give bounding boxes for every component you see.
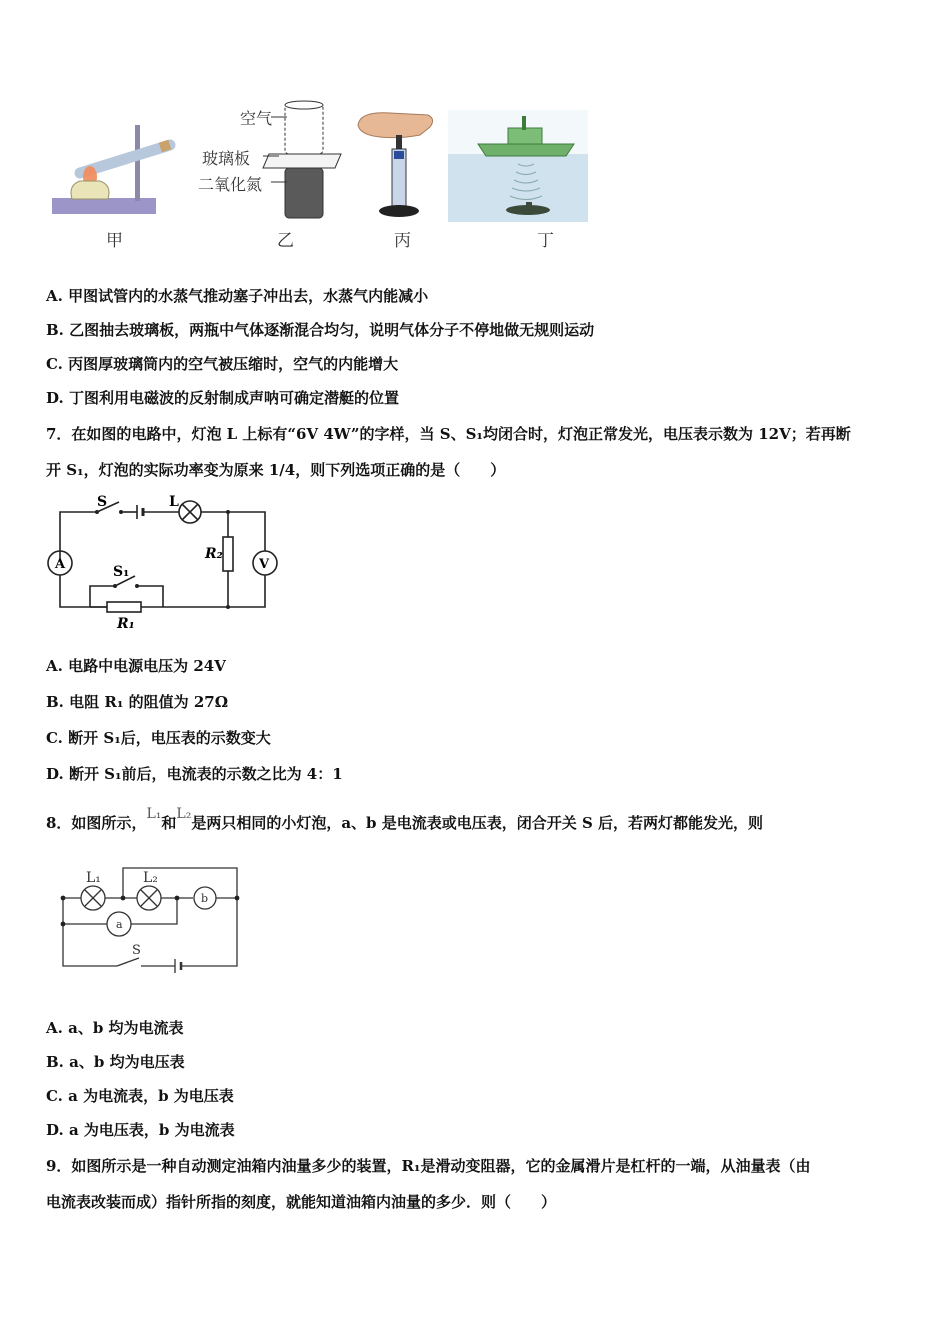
resistor-r2 (223, 537, 233, 571)
figure-ding (448, 110, 588, 222)
hand (358, 113, 433, 138)
q7-stem-line2: 开 S₁，灯泡的实际功率变为原来 1/4，则下列选项正确的是（ ） (46, 461, 506, 479)
annotation-no2: 二氧化氮 (198, 175, 263, 194)
q8-option-a: A. a、b 均为电流表 (46, 1019, 184, 1037)
ship-bridge (508, 128, 542, 144)
q8-circuit (55, 862, 255, 974)
q9-stem-line1: 9．如图所示是一种自动测定油箱内油量多少的装置，R₁是滑动变阻器，它的金属滑片是杠杆的一端，从油量表（由 (46, 1157, 811, 1175)
q8-l2-inline: L₂ (176, 806, 192, 822)
annotation-air: 空气 (240, 109, 273, 128)
label-s: S (97, 494, 108, 510)
stand-rod (135, 125, 140, 201)
label-l2: L₂ (143, 870, 158, 886)
ship-hull (478, 144, 574, 156)
label-l: L (169, 494, 179, 510)
alcohol-lamp (71, 181, 109, 199)
q7-stem-line1: 7．在如图的电路中，灯泡 L 上标有“6V 4W”的字样，当 S、S₁均闭合时，灯泡正常发光，电压表示数为 12V；若再断 (46, 425, 851, 443)
annotation-glass-plate: 玻璃板 (202, 149, 251, 168)
figure-label-bing: 丙 (394, 231, 411, 251)
no2-bottle (285, 168, 323, 218)
label-v: V (259, 557, 270, 572)
q6-option-c: C. 丙图厚玻璃筒内的空气被压缩时，空气的内能增大 (46, 355, 399, 373)
label-b: b (201, 892, 209, 905)
q8-option-b: B. a、b 均为电压表 (46, 1053, 185, 1071)
q8-option-c: C. a 为电流表，b 为电压表 (46, 1087, 234, 1105)
label-l1: L₁ (86, 870, 101, 886)
label-a: a (116, 918, 123, 931)
figure-label-yi: 乙 (277, 231, 294, 251)
tube-base (379, 205, 419, 217)
submarine-tower (526, 202, 532, 208)
label-r2: R₂ (205, 546, 223, 562)
q7-option-b: B. 电阻 R₁ 的阻值为 27Ω (46, 693, 229, 711)
figure-label-jia: 甲 (106, 231, 123, 251)
q6-option-d: D. 丁图利用电磁波的反射制成声呐可确定潜艇的位置 (46, 389, 399, 407)
q8-option-d: D. a 为电压表，b 为电流表 (46, 1121, 235, 1139)
q7-circuit (45, 492, 285, 632)
ship-mast (522, 116, 526, 130)
q7-option-a: A. 电路中电源电压为 24V (46, 657, 226, 675)
label-s1: S₁ (113, 564, 130, 580)
switch-s-blade (117, 958, 139, 966)
label-a: A (55, 557, 66, 572)
stand-base (52, 198, 156, 214)
figure-label-ding: 丁 (537, 231, 554, 251)
q8-stem: 8．如图所示，L₁和L₂是两只相同的小灯泡，a、b 是电流表或电压表，闭合开关 S 后，若两灯都能发光，则 (46, 806, 764, 832)
piston (394, 151, 404, 159)
air-bottle-top (285, 101, 323, 109)
label-s: S (132, 943, 141, 958)
q6-option-a: A. 甲图试管内的水蒸气推动塞子冲出去，水蒸气内能减小 (46, 287, 429, 305)
figure-jia (50, 115, 180, 220)
q7-option-c: C. 断开 S₁后，电压表的示数变大 (46, 729, 271, 747)
q6-option-b: B. 乙图抽去玻璃板，两瓶中气体逐渐混合均匀，说明气体分子不停地做无规则运动 (46, 321, 595, 339)
figure-bing (350, 105, 450, 220)
q9-stem-line2: 电流表改装而成）指针所指的刻度，就能知道油箱内油量的多少．则（ ） (46, 1193, 557, 1211)
air-bottle (285, 104, 323, 154)
q8-l1-inline: L₁ (146, 806, 162, 822)
resistor-r1 (107, 602, 141, 612)
label-r1: R₁ (117, 616, 135, 632)
q7-option-d: D. 断开 S₁前后，电流表的示数之比为 4：1 (46, 765, 343, 783)
